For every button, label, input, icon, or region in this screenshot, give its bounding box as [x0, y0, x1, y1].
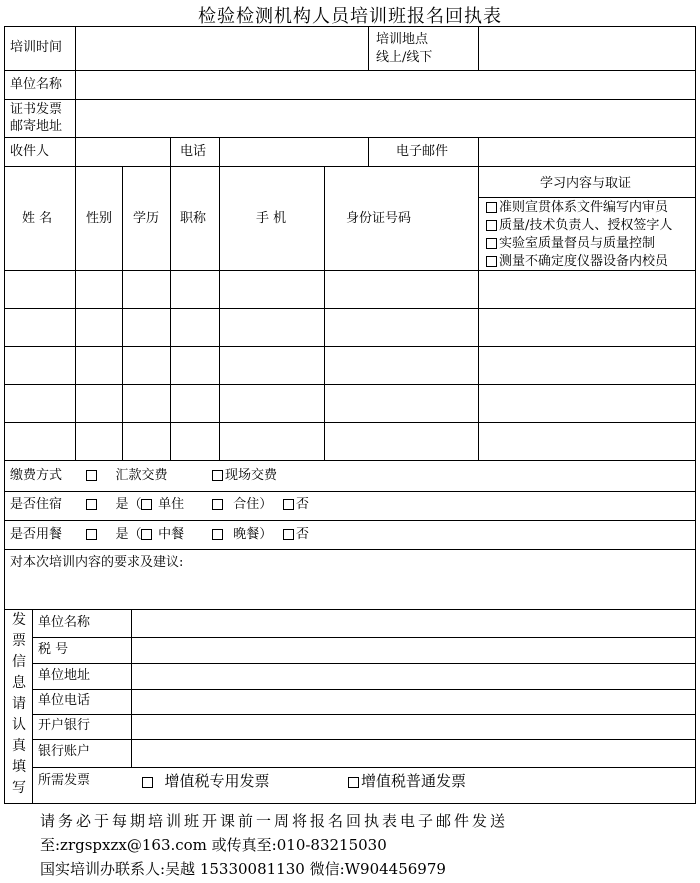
col-divider	[368, 26, 369, 70]
name-header: 姓 名	[22, 211, 53, 226]
invoice-phone-label: 单位电话	[38, 693, 91, 708]
lodging-label: 是否住宿	[10, 497, 63, 512]
lodging-no[interactable]: 否	[283, 497, 309, 513]
course-option-4[interactable]: 测量不确定度仪器设备内校员	[486, 254, 668, 270]
row-divider	[478, 197, 696, 198]
mailing-address-label-2: 邮寄地址	[10, 119, 63, 134]
course-option-1[interactable]: 准则宣贯体系文件编写内审员	[486, 200, 668, 216]
invoice-side-char: 票	[12, 633, 26, 649]
checkbox[interactable]	[212, 470, 223, 481]
invoice-side-char: 信	[12, 654, 26, 670]
checkbox[interactable]	[486, 238, 497, 249]
col-divider	[75, 26, 76, 270]
checkbox[interactable]	[283, 529, 294, 540]
row-divider	[4, 308, 696, 309]
col-divider	[170, 137, 171, 166]
education-header: 学历	[133, 211, 160, 226]
gender-header: 性别	[86, 211, 113, 226]
training-time-label: 培训时间	[10, 40, 63, 55]
page-title: 检验检测机构人员培训班报名回执表	[198, 6, 502, 27]
job-title-header: 职称	[180, 211, 207, 226]
checkbox[interactable]	[86, 470, 97, 481]
row-divider	[4, 166, 696, 167]
checkbox[interactable]	[141, 529, 152, 540]
lodging-shared[interactable]: 合住）	[212, 497, 272, 513]
checkbox[interactable]	[142, 777, 153, 788]
row-divider	[4, 99, 696, 100]
col-divider	[75, 270, 76, 460]
lodging-yes[interactable]: 是（	[86, 497, 142, 513]
col-divider	[32, 609, 33, 804]
col-divider	[219, 137, 220, 166]
footer-notice-line2: 至:zrgspxzx@163.com 或传真至:010-83215030	[40, 836, 387, 854]
suggestion-label: 对本次培训内容的要求及建议:	[10, 555, 184, 570]
row-divider	[4, 384, 696, 385]
col-divider	[478, 137, 479, 166]
meals-dinner[interactable]: 晚餐）	[212, 527, 272, 543]
row-divider	[4, 460, 696, 461]
row-divider	[32, 767, 696, 768]
checkbox[interactable]	[86, 499, 97, 510]
row-divider	[4, 70, 696, 71]
col-divider	[478, 166, 479, 460]
course-option-2[interactable]: 质量/技术负责人、授权签字人	[486, 218, 672, 234]
checkbox[interactable]	[486, 202, 497, 213]
footer-notice-line1: 请务必于每期培训班开课前一周将报名回执表电子邮件发送	[40, 812, 509, 830]
col-divider	[219, 166, 220, 460]
meals-no[interactable]: 否	[283, 527, 309, 543]
invoice-type-label: 所需发票	[38, 773, 91, 788]
payment-option-onsite[interactable]: 现场交费	[212, 468, 277, 484]
col-divider	[478, 26, 479, 70]
payment-option-transfer[interactable]: 汇款交费	[86, 468, 168, 484]
col-divider	[131, 609, 132, 767]
invoice-side-char: 请	[12, 696, 26, 712]
row-divider	[4, 549, 696, 550]
invoice-side-char: 息	[12, 675, 26, 691]
invoice-tax-id-label: 税 号	[38, 642, 69, 657]
col-divider	[368, 137, 369, 166]
col-divider	[324, 166, 325, 460]
invoice-side-char: 发	[12, 612, 26, 628]
invoice-org-name-label: 单位名称	[38, 615, 91, 630]
payment-label: 缴费方式	[10, 468, 63, 483]
row-divider	[4, 422, 696, 423]
row-divider	[4, 346, 696, 347]
phone-label: 电话	[180, 144, 207, 159]
meals-yes[interactable]: 是（	[86, 527, 142, 543]
meals-lunch[interactable]: 中餐	[141, 527, 184, 543]
invoice-side-char: 填	[12, 759, 26, 775]
id-number-header: 身份证号码	[346, 211, 412, 226]
mailing-address-label-1: 证书发票	[10, 102, 63, 117]
checkbox[interactable]	[486, 220, 497, 231]
invoice-address-label: 单位地址	[38, 668, 91, 683]
invoice-side-char: 写	[12, 780, 26, 796]
email-label: 电子邮件	[396, 144, 449, 159]
recipient-label: 收件人	[10, 144, 50, 159]
row-divider	[4, 137, 696, 138]
invoice-account-label: 银行账户	[38, 744, 91, 759]
study-content-header: 学习内容与取证	[540, 176, 632, 191]
checkbox[interactable]	[283, 499, 294, 510]
invoice-side-char: 真	[12, 738, 26, 754]
row-divider	[4, 520, 696, 521]
training-place-options: 线上/线下	[376, 50, 433, 65]
row-divider	[4, 609, 696, 610]
invoice-special-vat[interactable]: 增值税专用发票	[142, 773, 270, 789]
col-divider	[122, 166, 123, 460]
lodging-single[interactable]: 单住	[141, 497, 184, 513]
checkbox[interactable]	[141, 499, 152, 510]
checkbox[interactable]	[86, 529, 97, 540]
registration-form	[4, 26, 696, 804]
invoice-bank-label: 开户银行	[38, 718, 91, 733]
course-option-3[interactable]: 实验室质量督员与质量控制	[486, 236, 655, 252]
meals-label: 是否用餐	[10, 527, 63, 542]
org-name-label: 单位名称	[10, 77, 63, 92]
mobile-header: 手 机	[256, 211, 287, 226]
row-divider	[4, 270, 696, 271]
training-place-label: 培训地点	[376, 32, 429, 47]
col-divider	[170, 166, 171, 460]
checkbox[interactable]	[212, 529, 223, 540]
checkbox[interactable]	[212, 499, 223, 510]
invoice-ordinary-vat[interactable]: 增值税普通发票	[348, 773, 466, 789]
checkbox[interactable]	[486, 256, 497, 267]
invoice-side-char: 认	[12, 717, 26, 733]
footer-contact-line: 国实培训办联系人:吴越 15330081130 微信:W904456979	[40, 860, 446, 878]
row-divider	[4, 491, 696, 492]
checkbox[interactable]	[348, 777, 359, 788]
